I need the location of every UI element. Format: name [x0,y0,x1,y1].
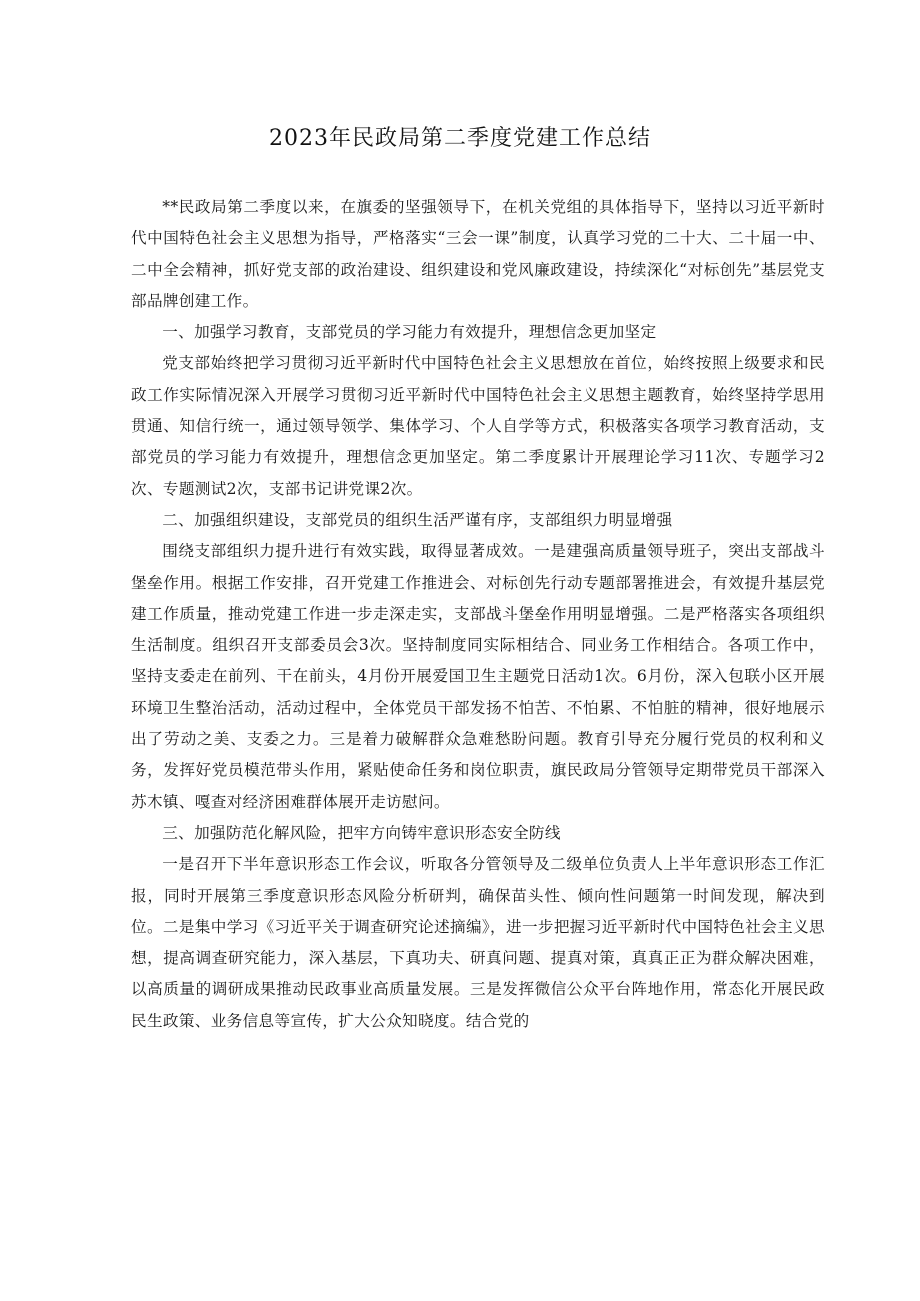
intro-paragraph: **民政局第二季度以来，在旗委的坚强领导下，在机关党组的具体指导下，坚持以习近平新时代中国特色社会主义思想为指导，严格落实“三会一课”制度，认真学习党的二十大、二十届一中、二中全会精神，抓好党支部的政治建设、组织建设和党风廉政建设，持续深化“对标创先”基层党支部品牌创建工作。 [131,198,825,310]
section-heading-1: 一、加强学习教育，支部党员的学习能力有效提升，理想信念更加坚定 [162,323,657,342]
document-title: 2023年民政局第二季度党建工作总结 [269,126,651,151]
section-3-paragraph: 一是召开下半年意识形态工作会议，听取各分管领导及二级单位负责人上半年意识形态工作汇报，同时开展第三季度意识形态风险分析研判，确保苗头性、倾向性问题第一时间发现，解决到位。二是集中学习《习近平关于调查研究论述摘编》，进一步把握习近平新时代中国特色社会主义思想，提高调查研究能力，深入基层，下真功夫、研真问题、提真对策，真真正正为群众解决困难，以高质量的调研成果推动民政事业高质量发展。三是发挥微信公众平台阵地作用，常态化开展民政民生政策、业务信息等宣传，扩大公众知晓度。结合党的 [131,855,825,1030]
document-body [131,192,825,1037]
section-heading-2: 二、加强组织建设，支部党员的组织生活严谨有序，支部组织力明显增强 [162,510,673,529]
section-1-paragraph: 党支部始终把学习贯彻习近平新时代中国特色社会主义思想放在首位，始终按照上级要求和民政工作实际情况深入开展学习贯彻习近平新时代中国特色社会主义思想主题教育，始终坚持学思用贯通、知信行统一，通过领导领学、集体学习、个人自学等方式，积极落实各项学习教育活动，支部党员的学习能力有效提升，理想信念更加坚定。第二季度累计开展理论学习11次、专题学习2次、专题测试2次，支部书记讲党课2次。 [131,354,825,498]
section-heading-3: 三、加强防范化解风险，把牢方向铸牢意识形态安全防线 [162,823,561,842]
section-2-paragraph: 围绕支部组织力提升进行有效实践，取得显著成效。一是建强高质量领导班子，突出支部战斗堡垒作用。根据工作安排，召开党建工作推进会、对标创先行动专题部署推进会，有效提升基层党建工作质量，推动党建工作进一步走深走实，支部战斗堡垒作用明显增强。二是严格落实各项组织生活制度。组织召开支部委员会3次。坚持制度同实际相结合、同业务工作相结合。各项工作中，坚持支委走在前列、干在前头，4月份开展爱国卫生主题党日活动1次。6月份，深入包联小区开展环境卫生整治活动，活动过程中，全体党员干部发扬不怕苦、不怕累、不怕脏的精神，很好地展示出了劳动之美、支委之力。三是着力破解群众急难愁盼问题。教育引导充分履行党员的权利和义务，发挥好党员模范带头作用，紧贴使命任务和岗位职责，旗民政局分管领导定期带党员干部深入苏木镇、嘎查对经济困难群体展开走访慰问。 [131,542,825,811]
